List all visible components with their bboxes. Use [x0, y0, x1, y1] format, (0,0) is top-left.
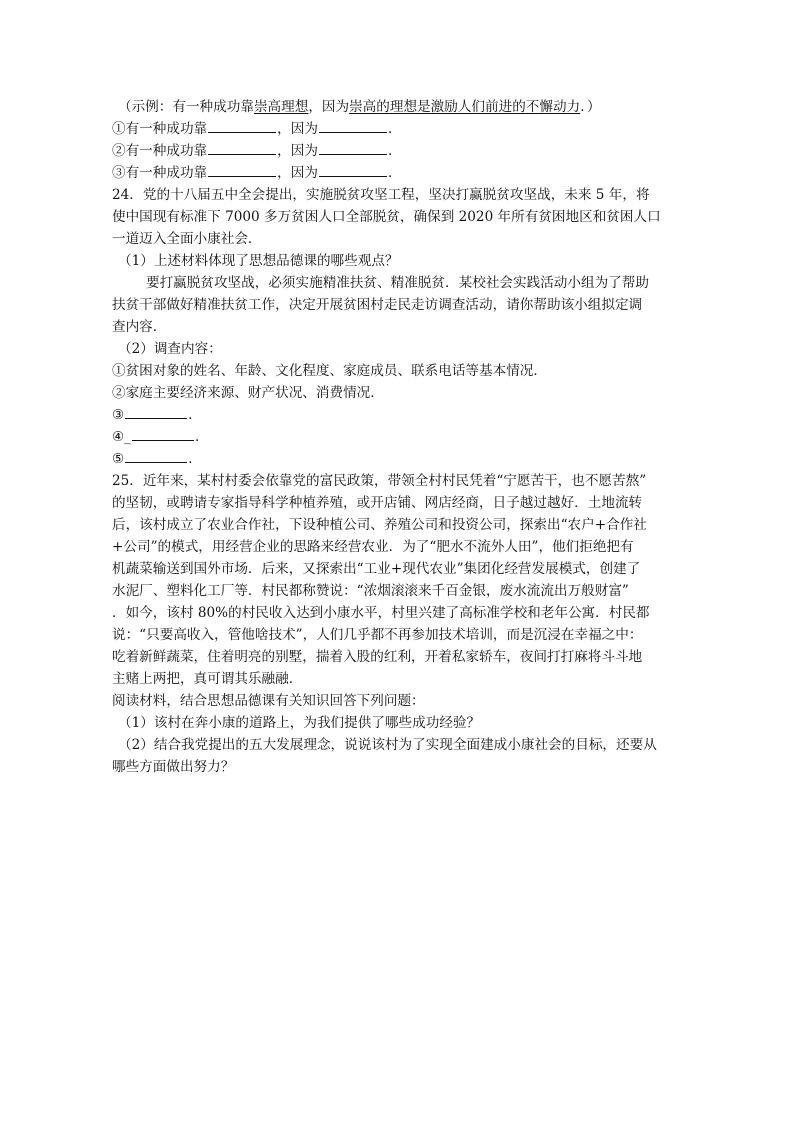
q25-stem-line-5: 机蔬菜输送到国外市场．后来，又探索出“工业+现代农业”集团化经营发展模式，创建了: [112, 561, 641, 577]
item-end: ．: [188, 407, 202, 423]
item-text: 有一种成功靠: [125, 143, 208, 159]
q24-stem-line-1: 24．党的十八届五中全会提出，实施脱贫攻坚工程，坚决打赢脱贫攻坚战，未来 5 年，将: [112, 187, 650, 203]
example-suffix: ．）: [580, 99, 601, 115]
q24-blank-item-5: [112, 448, 687, 470]
q24-survey-item-2: ②家庭主要经济来源、财产状况、消费情况．: [112, 385, 384, 401]
answer-blank[interactable]: [125, 405, 187, 419]
item-text: ，因为: [277, 143, 318, 159]
item-number: ②: [112, 143, 126, 159]
q24-paragraph-line-2: 扶贫干部做好精准扶贫工作，决定开展贫困村走民走访调查活动，请你帮助该小组拟定调: [112, 297, 643, 313]
q24-subquestion-2: （2）调查内容：: [118, 341, 222, 357]
example-prefix: （示例：有一种成功靠: [118, 99, 254, 115]
item-end: ．: [194, 429, 209, 445]
answer-blank[interactable]: [319, 163, 387, 177]
q24-paragraph-line-1: 要打赢脱贫攻坚战，必须实施精准扶贫、精准脱贫．某校社会实践活动小组为了帮助: [146, 275, 649, 291]
q25-stem-line-2: 的坚韧，或聘请专家指导科学种植养殖，或开店铺、网店经商，日子越过越好．土地流转: [112, 495, 643, 511]
success-line-3: [112, 162, 687, 184]
q25-stem-line-7: ．如今，该村 80%的村民收入达到小康水平，村里兴建了高标准学校和老年公寓．村民都: [112, 605, 650, 621]
q25-stem-line-4: +公司”的模式，用经营企业的思路来经营农业．为了“肥水不流外人田”，他们拒绝把有: [112, 539, 634, 555]
answer-blank[interactable]: [208, 163, 276, 177]
item-number: ⑤: [112, 451, 125, 467]
item-text: 有一种成功靠: [125, 121, 208, 137]
q25-instruction: 阅读材料，结合思想品德课有关知识回答下列问题：: [112, 693, 425, 709]
item-end: ．: [387, 143, 402, 159]
q24-blank-item-4: [112, 426, 687, 448]
item-end: ．: [387, 165, 402, 181]
answer-blank[interactable]: [125, 449, 187, 463]
q24-subquestion-1: （1）上述材料体现了思想品德课的哪些观点？: [118, 253, 399, 269]
item-number: ③: [112, 165, 126, 181]
item-number: ④_: [112, 429, 131, 445]
q25-stem-line-3: 后，该村成立了农业合作社，下设种植公司、养殖公司和投资公司，探索出“农户+合作社: [112, 517, 647, 533]
success-line-1: [112, 118, 687, 140]
q24-blank-item-3: [112, 404, 687, 426]
document-page: [112, 96, 687, 778]
example-mid: ，因为: [308, 99, 350, 115]
success-line-2: [112, 140, 687, 162]
example-underlined-answer: 崇高理想: [253, 99, 309, 115]
q24-paragraph-line-3: 查内容．: [112, 319, 167, 335]
example-line: [112, 96, 687, 118]
answer-blank[interactable]: [319, 119, 387, 133]
item-end: ．: [188, 451, 202, 467]
q25-subquestion-2-line-2: 哪些方面做出努力？: [112, 759, 235, 775]
item-number: ③: [112, 407, 125, 423]
q25-stem-line-1: 25．近年来，某村村委会依靠党的富民政策，带领全村村民凭着“宁愿苦干，也不愿苦熬”: [112, 473, 647, 489]
item-text: ，因为: [277, 165, 318, 181]
item-number: ①: [112, 121, 126, 137]
item-end: ．: [387, 121, 402, 137]
q25-stem-line-9: 吃着新鲜蔬菜，住着明亮的别墅，揣着入股的红利，开着私家轿车，夜间打打麻将斗斗地: [112, 649, 643, 665]
answer-blank[interactable]: [208, 141, 276, 155]
item-text: 有一种成功靠: [125, 165, 208, 181]
answer-blank[interactable]: [319, 141, 387, 155]
q25-subquestion-1: （1）该村在奔小康的道路上，为我们提供了哪些成功经验？: [118, 715, 481, 731]
example-underlined-reason: 崇高的理想是激励人们前进的不懈动力: [349, 99, 581, 115]
answer-blank[interactable]: [132, 427, 194, 441]
q25-stem-line-10: 主赌上两把，真可谓其乐融融．: [112, 671, 303, 687]
q24-stem-line-3: 一道迈入全面小康社会．: [112, 231, 262, 247]
q25-stem-line-8: 说：“只要高收入，管他啥技术”，人们几乎都不再参加技术培训，而是沉浸在幸福之中：: [112, 627, 643, 643]
answer-blank[interactable]: [208, 119, 276, 133]
q25-subquestion-2-line-1: （2）结合我党提出的五大发展理念，说说该村为了实现全面建成小康社会的目标，还要从: [118, 737, 657, 753]
q24-survey-item-1: ①贫困对象的姓名、年龄、文化程度、家庭成员、联系电话等基本情况．: [112, 363, 547, 379]
item-text: ，因为: [277, 121, 318, 137]
q25-stem-line-6: 水泥厂、塑料化工厂等．村民都称赞说：“浓烟滚滚来千百金银，废水流流出万般财富”: [112, 583, 629, 599]
q24-stem-line-2: 使中国现有标准下 7000 多万贫困人口全部脱贫，确保到 2020 年所有贫困地区和贫困人口: [112, 209, 661, 225]
